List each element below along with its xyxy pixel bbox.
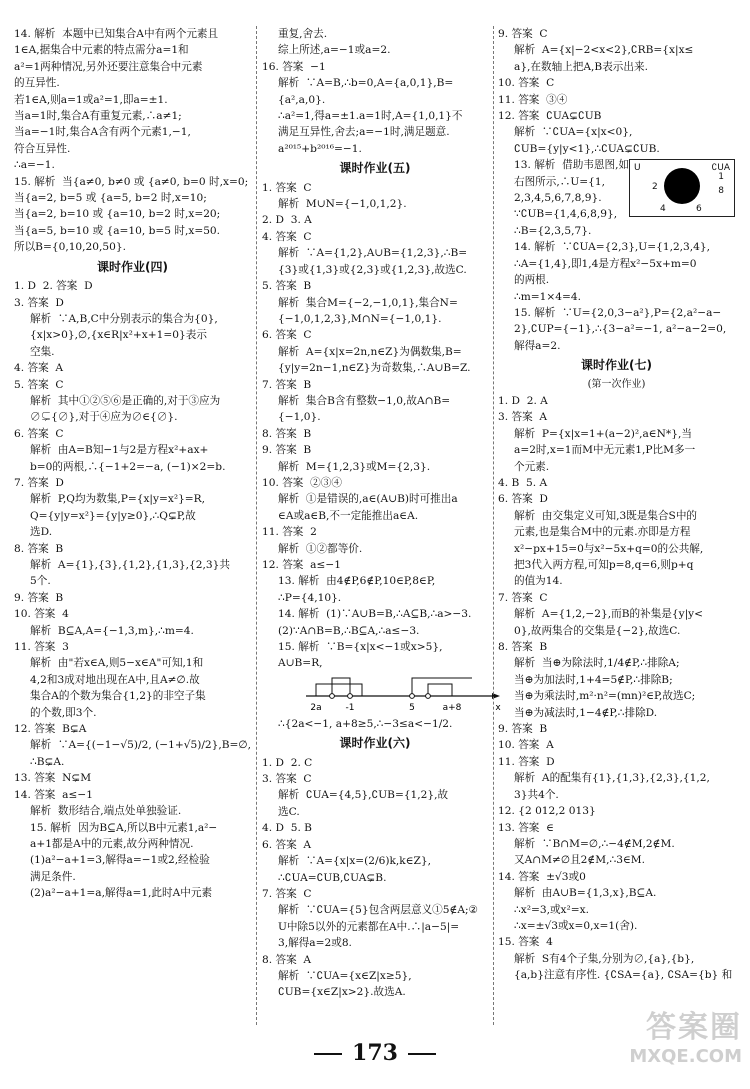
answer-line: 2},∁UP={−1},∴{3−a²=−1, a²−a−2=0,	[514, 323, 727, 336]
watermark-url: MXQE.COM	[629, 1046, 742, 1067]
answer-line: 解析 集合M={−2,−1,0,1},集合N=	[278, 296, 458, 309]
answer-line: 符合互异性.	[14, 142, 71, 155]
answer-line: 14. 解析 (1)∵A∪B=B,∴A⊆B,∴a>−3.	[278, 608, 472, 621]
answer-line: 当a=1时,集合A有重复元素,∴a≠1;	[14, 110, 182, 123]
answer-line: 13. 答案 N⊊M	[14, 772, 92, 785]
answer-line: 12. 答案 B⊊A	[14, 723, 87, 736]
answer-line: 解析 由"若x∈A,则5−x∈A"可知,1和	[30, 657, 204, 670]
answer-line: 右图所示,∴U={1,	[514, 175, 605, 188]
answer-line: 3}共4个.	[514, 788, 559, 801]
answer-line: 解析 其中①②⑤⑥是正确的,对于③应为	[30, 394, 221, 407]
answer-line: 解析 A的配集有{1},{1,3},{2,3},{1,2,	[514, 772, 710, 785]
answer-line: x²−px+15=0与x²−5x+q=0的公共解,	[514, 542, 704, 555]
answer-line: 3. 答案 C	[262, 773, 312, 786]
answer-line: 当⊕为减法时,1−4∉P,∴排除D.	[514, 706, 658, 719]
answer-line: ∴x²=3,或x²=x.	[514, 903, 589, 916]
tick-label: 2a	[310, 702, 322, 713]
answer-line: 解析 集合B含有整数−1,0,故A∩B=	[278, 394, 451, 407]
answer-line: 当{a=5, b=10 或 {a=10, b=5 时,x=50.	[14, 224, 221, 237]
answer-line: a²⁰¹⁵+b²⁰¹⁶=−1.	[278, 142, 362, 155]
answer-line: 解析 ∵∁UA={5}包含两层意义①5∉A;②	[278, 904, 479, 917]
answer-line: 10. 答案 C	[498, 77, 555, 90]
answer-line: 满足条件.	[30, 870, 76, 883]
answer-line: ∈A或a∈B,不一定能推出a∈A.	[278, 509, 419, 522]
answer-line: 13. 解析 借助韦恩图,如	[514, 159, 630, 172]
answer-line: 14. 答案 ±√3或0	[498, 870, 586, 883]
answer-line: ∴P={4,10}.	[278, 591, 342, 604]
answer-line: ∴B⊊A.	[30, 755, 65, 768]
answer-line: 解析 P,Q均为数集,P={x|y=x²}=R,	[30, 493, 206, 506]
answer-column-middle	[262, 26, 501, 1025]
answer-line: 9. 答案 C	[498, 28, 548, 40]
answer-line: 空集.	[30, 345, 55, 358]
answer-line: b=0的两根,∴{−1+2=−a, (−1)×2=b.	[30, 460, 226, 473]
section-title: 课时作业(六)	[339, 736, 411, 751]
answer-line: 5个.	[30, 575, 51, 588]
answer-line: 解析 ∵B∩M=∅,∴−4∉M,2∉M.	[514, 837, 675, 850]
tick-label: x	[495, 702, 501, 713]
answer-line: 14. 解析 ∵∁UA={2,3},U={1,2,3,4},	[514, 241, 711, 254]
answer-line: 1∈A,据集合中元素的特点需分a=1和	[14, 44, 189, 57]
column-divider	[493, 26, 494, 1025]
answer-line: 15. 解析 ∵B={x|x<−1或x>5},	[278, 641, 443, 654]
answer-line: 选D.	[30, 526, 53, 539]
answer-line: 8. 答案 B	[262, 427, 312, 440]
answer-line: 4. D 5. B	[262, 822, 312, 835]
answer-line: 满足互异性,舍去;a=−1时,满足题意.	[278, 126, 450, 139]
answer-line: ∴a=−1.	[14, 159, 55, 172]
interval-a-right	[428, 684, 452, 696]
tick-label: -1	[345, 702, 355, 713]
answer-line: ∴A={1,4},即1,4是方程x²−5x+m=0	[514, 257, 697, 270]
venn-label-inside: 2	[652, 182, 658, 193]
answer-line: 解析 A={x|x=2n,n∈Z}为偶数集,B=	[278, 345, 462, 358]
answer-line: 综上所述,a=−1或a=2.	[278, 44, 391, 57]
answer-line: 解析 M={1,2,3}或M={2,3}.	[278, 460, 431, 473]
answer-line: 解析 ∵∁UA={x|x<0},	[514, 126, 633, 139]
answer-line: A∪B=R,	[278, 657, 323, 670]
answer-line: 解析 ∵A={(−1−√5)/2, (−1+√5)/2},B=∅,	[30, 739, 251, 752]
answer-line: 解析 P={x|x=1+(a−2)²,a∈N*},当	[514, 427, 692, 440]
set-disc	[664, 168, 700, 204]
answer-line: {y|y=2n−1,n∈Z}为奇数集,∴A∪B=Z.	[278, 362, 471, 375]
answer-line: 9. 答案 B	[14, 591, 64, 604]
answer-line: 解析 ∵A=B,∴b=0,A={a,0,1},B=	[278, 77, 454, 90]
answer-line: ∵∁UB={1,4,6,8,9},	[514, 208, 618, 221]
answer-line: Q={y|y=x²}={y|y≥0},∴Q⊊P,故	[30, 509, 196, 522]
answer-line: 7. 答案 B	[262, 378, 312, 391]
answer-line: 4,2和3成对地出现在A中,且A≠∅.故	[30, 673, 200, 686]
answer-line: a+1都是A中的元素,故分两种情况.	[30, 837, 194, 850]
answer-line: (1)a²−a+1=3,解得a=−1或2,经检验	[30, 854, 210, 867]
answer-line: 个元素.	[514, 460, 550, 473]
answer-line: 15. 解析 因为B⊆A,所以B中元素1,a²−	[30, 821, 218, 834]
answer-line: 解析 ①是错误的,a∈(A∪B)时可推出a	[278, 493, 458, 506]
answer-line: a=2时,x=1而M中无元素1,P比M多一	[514, 444, 696, 457]
answer-line: 14. 答案 a≤−1	[14, 788, 93, 801]
answer-line: ∴a²=1,得a=±1.a=1时,A={1,0,1}不	[278, 110, 463, 123]
answer-line: 解析 ∵A={x|x=(2/6)k,k∈Z},	[278, 855, 432, 868]
answer-line: 解析 A={x|−2<x<2},∁RB={x|x≤	[514, 44, 694, 57]
answer-line: 当{a=2, b=10 或 {a=10, b=2 时,x=20;	[14, 208, 221, 221]
venn-label-outside: 4	[660, 204, 666, 215]
tick-label: a+8	[442, 702, 462, 713]
answer-line: 解析 B⊆A,A={−1,3,m},∴m=4.	[30, 624, 194, 637]
answer-line: 解析 当⊕为除法时,1/4∉P,∴排除A;	[514, 657, 680, 670]
answer-line: U中除5以外的元素都在A中.∴|a−5|=	[278, 920, 460, 933]
answer-line: 解析 S有4个子集,分别为∅,{a},{b},	[514, 952, 695, 965]
answer-line: 解析 ∵A,B,C中分别表示的集合为{0},	[30, 312, 218, 325]
answer-line: {a,b}注意有序性. {∁SA={a}, ∁SA={b} 和	[514, 969, 733, 982]
answer-line: 10. 答案 4	[14, 608, 69, 621]
answer-line: 解析 ∁UA={4,5},∁UB={1,2},故	[278, 789, 449, 802]
answer-line: 解析 A={1},{3},{1,2},{1,3},{2,3}共	[30, 559, 230, 571]
section-title: 课时作业(五)	[339, 161, 411, 176]
interval-b-left	[332, 678, 350, 696]
venn-label-outside: 8	[718, 186, 724, 197]
answer-line: 9. 答案 B	[498, 723, 548, 736]
section-title: 课时作业(四)	[97, 259, 168, 274]
answer-line: 当⊕为加法时,1+4=5∉P,∴排除B;	[514, 673, 673, 686]
watermark-logo	[614, 1010, 742, 1082]
answer-line: 解析 数形结合,端点处单独验证.	[30, 805, 182, 818]
answer-line: 12. 答案 ∁UA⊊∁UB	[498, 110, 602, 123]
answer-line: 14. 解析 本题中已知集合A中有两个元素且	[14, 28, 219, 40]
answer-line: ∴{2a<−1, a+8≥5,∴−3≤a<−1/2.	[278, 717, 453, 730]
answer-line: 若1∈A,则a=1或a²=1,即a=±1.	[14, 93, 168, 106]
answer-line: 6. 答案 C	[262, 329, 312, 342]
answer-line: 10. 答案 A	[498, 739, 554, 752]
endpoint-marker	[410, 693, 415, 698]
answer-line: 7. 答案 C	[262, 887, 312, 900]
answer-line: {a²,a,0}.	[278, 93, 326, 106]
answer-line: {−1,0}.	[278, 411, 321, 424]
answer-line: ∴∁UA=∁UB,∁UA⊊B.	[278, 871, 387, 884]
answer-line: 解析 A={1,2,−2},而B的补集是{y|y<	[514, 608, 704, 621]
answer-line: 的互异性.	[14, 77, 60, 90]
answer-line: 6. 答案 A	[262, 838, 312, 851]
answer-line: ∴x=±√3或x=0,x=1(舍).	[514, 919, 638, 932]
answer-line: 1. D 2. C	[262, 756, 313, 769]
number-line-diagram	[302, 674, 502, 716]
answer-line: 10. 答案 ②③④	[262, 476, 342, 489]
answer-line: 元素,也是集合M中的元素.亦即是方程	[514, 526, 691, 539]
answer-line: 12. {2 012,2 013}	[498, 805, 596, 818]
answer-line: 3. 答案 D	[14, 296, 64, 309]
answer-line: 的两根.	[514, 274, 550, 287]
column-divider	[256, 26, 257, 1025]
answer-line: 7. 答案 D	[14, 476, 64, 489]
answer-line: ∁UB={x∈Z|x>2}.故选A.	[278, 986, 406, 999]
answer-line: {3}或{1,3}或{2,3}或{1,2,3},故选C.	[278, 263, 467, 276]
answer-line: 15. 解析 ∵U={2,0,3−a²},P={2,a²−a−	[514, 306, 722, 319]
answer-line: ∴m=1×4=4.	[514, 290, 582, 303]
answer-line: 11. 答案 2	[262, 526, 317, 539]
answer-line: (2)∵A∩B=B,∴B⊆A,∴a≤−3.	[278, 624, 420, 637]
venn-label-complement: ∁UA	[711, 163, 730, 174]
answer-line: 解析 由交集定义可知,3既是集合S中的	[514, 509, 698, 522]
answer-line: 7. 答案 C	[498, 591, 548, 604]
answer-line: 解析 由A∪B={1,3,x},B⊆A.	[514, 887, 657, 900]
answer-line: 重复,舍去.	[278, 28, 328, 40]
answer-line: 5. 答案 C	[14, 378, 64, 391]
answer-line: (2)a²−a+1=a,解得a=1,此时A中元素	[30, 887, 213, 900]
answer-line: 解析 ①②都等价.	[278, 542, 363, 555]
answer-line: 13. 解析 由4∉P,6∉P,10∈P,8∈P,	[278, 575, 436, 588]
answer-line: 解析 M∪N={−1,0,1,2}.	[278, 198, 407, 211]
answer-line: 16. 答案 −1	[262, 60, 326, 73]
answer-line: 3,解得a=2或8.	[278, 937, 352, 950]
answer-line: 6. 答案 C	[14, 427, 64, 440]
answer-line: a²=1两种情况,另外还要注意集合中元素	[14, 60, 203, 73]
section-subtitle: (第一次作业)	[587, 378, 646, 390]
answer-column-left	[14, 26, 251, 1025]
answer-line: ∴B={2,3,5,7}.	[514, 224, 592, 237]
interval-a	[316, 684, 362, 696]
answer-line: 集合A的个数为集合{1,2}的非空子集	[30, 690, 206, 703]
tick-label: 5	[409, 702, 415, 713]
answer-line: 解析 ∵A={1,2},A∪B={1,2,3},∴B=	[278, 247, 468, 260]
answer-line: 11. 答案 3	[14, 641, 69, 654]
watermark-text: 答案圈	[646, 1010, 742, 1045]
answer-line: 6. 答案 D	[498, 493, 548, 506]
answer-line: 5. 答案 B	[262, 280, 312, 293]
endpoint-marker	[330, 693, 335, 698]
answer-line: 当a=−1时,集合A含有两个元素1,−1,	[14, 126, 191, 139]
answer-line: 把3代入两方程,可知p=8,q=6,则p+q	[514, 559, 694, 571]
answer-line: 又A∩M≠∅且2∉M,∴3∈M.	[514, 854, 645, 867]
answer-line: 的值为14.	[514, 575, 563, 588]
answer-line: 13. 答案 ∈	[498, 821, 554, 834]
answer-line: 0},故两集合的交集是{−2},故选C.	[514, 624, 681, 637]
answer-line: ∁UB={y|y<1},∴∁UA⊊∁UB.	[514, 142, 660, 155]
answer-line: 1. D 2. 答案 D	[14, 280, 93, 293]
answer-line: 2,3,4,5,6,7,8,9}.	[514, 192, 602, 205]
answer-line: a},在数轴上把A,B表示出来.	[514, 60, 648, 73]
answer-line: 1. 答案 C	[262, 181, 312, 194]
answer-line: 的个数,即3个.	[30, 706, 97, 719]
section-title: 课时作业(七)	[581, 358, 652, 373]
answer-line: 4. B 5. A	[498, 476, 548, 489]
answer-line: 2. D 3. A	[262, 214, 312, 227]
answer-line: 4. 答案 A	[14, 362, 64, 375]
answer-line: 选C.	[278, 805, 300, 818]
answer-column-right	[498, 26, 735, 1025]
answer-line: 所以B={0,10,20,50}.	[14, 241, 126, 254]
interval-b-right	[412, 678, 472, 696]
answer-line: 8. 答案 B	[14, 542, 64, 555]
answer-line: 当⊕为乘法时,m²·n²=(mn)²∈P,故选C;	[514, 690, 696, 703]
answer-line: 15. 答案 4	[498, 936, 553, 949]
answer-line: 12. 答案 a≤−1	[262, 559, 341, 571]
answer-line: ∅⊊{∅},对于④应为∅∈{∅}.	[30, 411, 178, 424]
endpoint-marker	[426, 693, 431, 698]
answer-line: 15. 解析 当{a≠0, b≠0 或 {a≠0, b=0 时,x=0;	[14, 175, 249, 188]
answer-line: 11. 答案 ③④	[498, 93, 568, 106]
venn-diagram	[629, 159, 735, 217]
answer-line: {x|x>0},∅,{x∈R|x²+x+1=0}表示	[30, 329, 207, 342]
answer-line: 3. 答案 A	[498, 411, 548, 424]
answer-line: 解得a=2.	[514, 339, 561, 352]
answer-line: 9. 答案 B	[262, 444, 312, 457]
venn-label-universal: U	[634, 163, 641, 174]
page-number: 173	[0, 1040, 750, 1066]
venn-label-outside: 6	[696, 204, 702, 215]
answer-line: 当{a=2, b=5 或 {a=5, b=2 时,x=10;	[14, 192, 207, 205]
venn-label-outside: 1	[718, 172, 724, 183]
answer-line: 1. D 2. A	[498, 394, 548, 407]
answer-line: 4. 答案 C	[262, 230, 312, 243]
endpoint-marker	[348, 693, 353, 698]
answer-line: {−1,0,1,2,3},M∩N={−1,0,1}.	[278, 312, 442, 325]
answer-line: 11. 答案 D	[498, 755, 555, 768]
answer-line: 解析 ∵∁UA={x∈Z|x≥5},	[278, 969, 412, 982]
answer-line: 解析 由A=B知−1与2是方程x²+ax+	[30, 444, 209, 457]
answer-line: 8. 答案 A	[262, 953, 312, 966]
answer-line: 8. 答案 B	[498, 641, 548, 654]
